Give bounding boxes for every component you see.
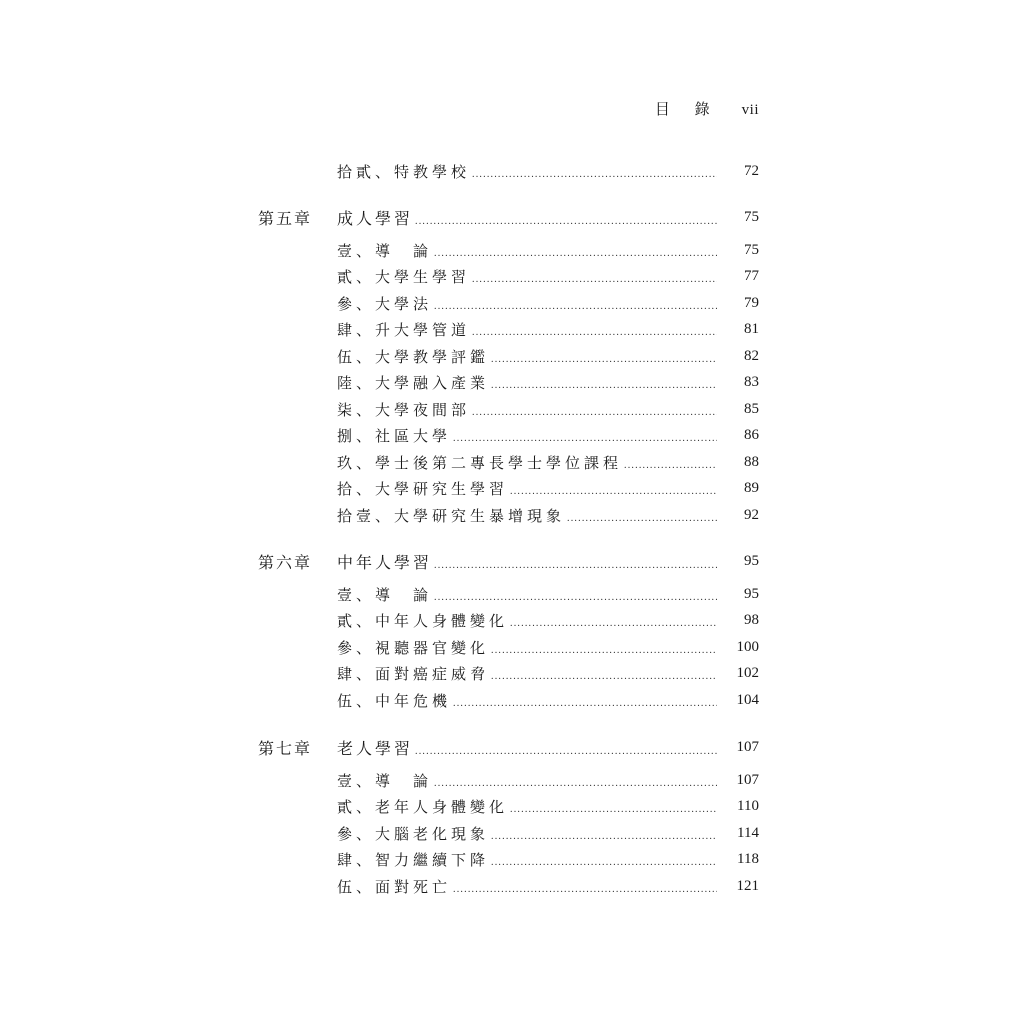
page-number: 89 xyxy=(744,479,759,496)
toc-entry xyxy=(337,796,717,817)
section-title: 拾壹、大學研究生暴增現象 xyxy=(337,506,566,525)
toc-section-row xyxy=(0,846,1016,872)
toc-section-row xyxy=(0,343,1016,369)
page-number: 85 xyxy=(744,400,759,417)
dot-leader xyxy=(472,170,717,180)
toc-section-row xyxy=(0,449,1016,475)
section-title: 貳、中年人身體變化 xyxy=(337,611,509,630)
page-number: 110 xyxy=(737,797,759,814)
section-title: 壹、導 論 xyxy=(337,241,433,260)
toc-entry xyxy=(337,690,717,711)
toc-section-row xyxy=(0,369,1016,395)
dot-leader xyxy=(472,408,717,418)
page-number: 75 xyxy=(744,208,759,225)
toc-entry xyxy=(337,736,717,759)
page-number: 79 xyxy=(744,294,759,311)
page-number: 95 xyxy=(744,552,759,569)
section-title: 壹、導 論 xyxy=(337,771,433,790)
dot-leader xyxy=(491,672,717,682)
toc-entry xyxy=(337,505,717,526)
toc-entry xyxy=(337,206,717,229)
dot-leader xyxy=(434,779,717,789)
dot-leader xyxy=(453,885,717,895)
section-title: 伍、面對死亡 xyxy=(337,877,452,896)
page-number: 104 xyxy=(736,691,759,708)
toc-section-row xyxy=(0,396,1016,422)
section-title: 伍、中年危機 xyxy=(337,691,452,710)
dot-leader xyxy=(434,302,717,312)
page-number: 107 xyxy=(736,771,759,788)
toc-entry xyxy=(337,823,717,844)
toc-section-row xyxy=(0,475,1016,501)
toc-chapter-row xyxy=(0,548,1016,574)
running-head-title: 目 錄 xyxy=(654,100,720,118)
toc-section-row xyxy=(0,607,1016,633)
dot-leader xyxy=(453,434,717,444)
page-number: 88 xyxy=(744,453,759,470)
page-number: 83 xyxy=(744,373,759,390)
page-number: 118 xyxy=(737,850,759,867)
dot-leader xyxy=(472,328,717,338)
page-number: 92 xyxy=(744,506,759,523)
toc-chapter-row xyxy=(0,204,1016,230)
toc-entry xyxy=(337,425,717,446)
toc-entry xyxy=(337,770,717,791)
toc-entry xyxy=(337,452,717,473)
toc-section-row xyxy=(0,687,1016,713)
dot-leader xyxy=(434,249,717,259)
dot-leader xyxy=(491,858,717,868)
section-title: 肆、面對癌症威脅 xyxy=(337,664,490,683)
toc-section-row xyxy=(0,820,1016,846)
toc-entry xyxy=(337,663,717,684)
page-number: 82 xyxy=(744,347,759,364)
page-number: 98 xyxy=(744,611,759,628)
page-number: 100 xyxy=(736,638,759,655)
toc-entry xyxy=(337,346,717,367)
dot-leader xyxy=(491,832,717,842)
toc-entry xyxy=(337,876,717,897)
toc-entry xyxy=(337,240,717,261)
section-title: 貳、老年人身體變化 xyxy=(337,797,509,816)
toc-section-row xyxy=(0,660,1016,686)
dot-leader xyxy=(624,461,717,471)
section-title: 參、大腦老化現象 xyxy=(337,824,490,843)
page-number: 107 xyxy=(736,738,759,755)
dot-leader xyxy=(510,805,717,815)
page-number: 102 xyxy=(736,664,759,681)
dot-leader xyxy=(415,747,717,757)
toc-entry xyxy=(337,849,717,870)
toc-entry xyxy=(337,610,717,631)
section-title: 玖、學士後第二專長學士學位課程 xyxy=(337,453,623,472)
toc-entry xyxy=(337,550,717,573)
toc-section-row xyxy=(0,502,1016,528)
section-title: 貳、大學生學習 xyxy=(337,267,471,286)
section-title: 陸、大學融入產業 xyxy=(337,373,490,392)
chapter-number: 第六章 xyxy=(258,552,313,572)
chapter-title: 中年人學習 xyxy=(337,552,433,572)
toc-entry xyxy=(337,478,717,499)
section-title: 捌、社區大學 xyxy=(337,426,452,445)
toc-entry xyxy=(337,161,717,182)
toc-entry xyxy=(337,637,717,658)
section-title: 伍、大學教學評鑑 xyxy=(337,347,490,366)
dot-leader xyxy=(453,699,717,709)
page-number: 75 xyxy=(744,241,759,258)
section-title: 拾、大學研究生學習 xyxy=(337,479,509,498)
dot-leader xyxy=(491,646,717,656)
dot-leader xyxy=(510,619,717,629)
chapter-title: 成人學習 xyxy=(337,208,414,228)
toc-section-row xyxy=(0,290,1016,316)
chapter-title: 老人學習 xyxy=(337,738,414,758)
toc-section-row xyxy=(0,422,1016,448)
toc-section-row xyxy=(0,158,1016,184)
section-title: 參、大學法 xyxy=(337,294,433,313)
dot-leader xyxy=(472,275,717,285)
toc-section-row xyxy=(0,767,1016,793)
chapter-number: 第五章 xyxy=(258,208,313,228)
dot-leader xyxy=(434,561,717,571)
toc-section-row xyxy=(0,634,1016,660)
toc-section-row xyxy=(0,263,1016,289)
page-number: 114 xyxy=(737,824,759,841)
toc-section-row xyxy=(0,237,1016,263)
toc-entry xyxy=(337,319,717,340)
section-title: 壹、導 論 xyxy=(337,585,433,604)
toc-section-row xyxy=(0,793,1016,819)
dot-leader xyxy=(491,381,717,391)
toc-section-row xyxy=(0,316,1016,342)
toc-section-row xyxy=(0,873,1016,899)
toc-entry xyxy=(337,266,717,287)
page-number: 77 xyxy=(744,267,759,284)
dot-leader xyxy=(434,593,717,603)
toc-entry xyxy=(337,372,717,393)
section-title: 拾貳、特教學校 xyxy=(337,162,471,181)
page-number: 86 xyxy=(744,426,759,443)
page-number: 121 xyxy=(736,877,759,894)
toc-entry xyxy=(337,584,717,605)
page-folio: vii xyxy=(741,102,759,118)
page-number: 95 xyxy=(744,585,759,602)
section-title: 柒、大學夜間部 xyxy=(337,400,471,419)
page-number: 81 xyxy=(744,320,759,337)
toc-section-row xyxy=(0,581,1016,607)
section-title: 參、視聽器官變化 xyxy=(337,638,490,657)
page-number: 72 xyxy=(744,162,759,179)
dot-leader xyxy=(510,487,717,497)
dot-leader xyxy=(491,355,717,365)
dot-leader xyxy=(567,514,717,524)
section-title: 肆、智力繼續下降 xyxy=(337,850,490,869)
section-title: 肆、升大學管道 xyxy=(337,320,471,339)
toc-chapter-row xyxy=(0,734,1016,760)
chapter-number: 第七章 xyxy=(258,738,313,758)
dot-leader xyxy=(415,217,717,227)
toc-entry xyxy=(337,293,717,314)
toc-entry xyxy=(337,399,717,420)
